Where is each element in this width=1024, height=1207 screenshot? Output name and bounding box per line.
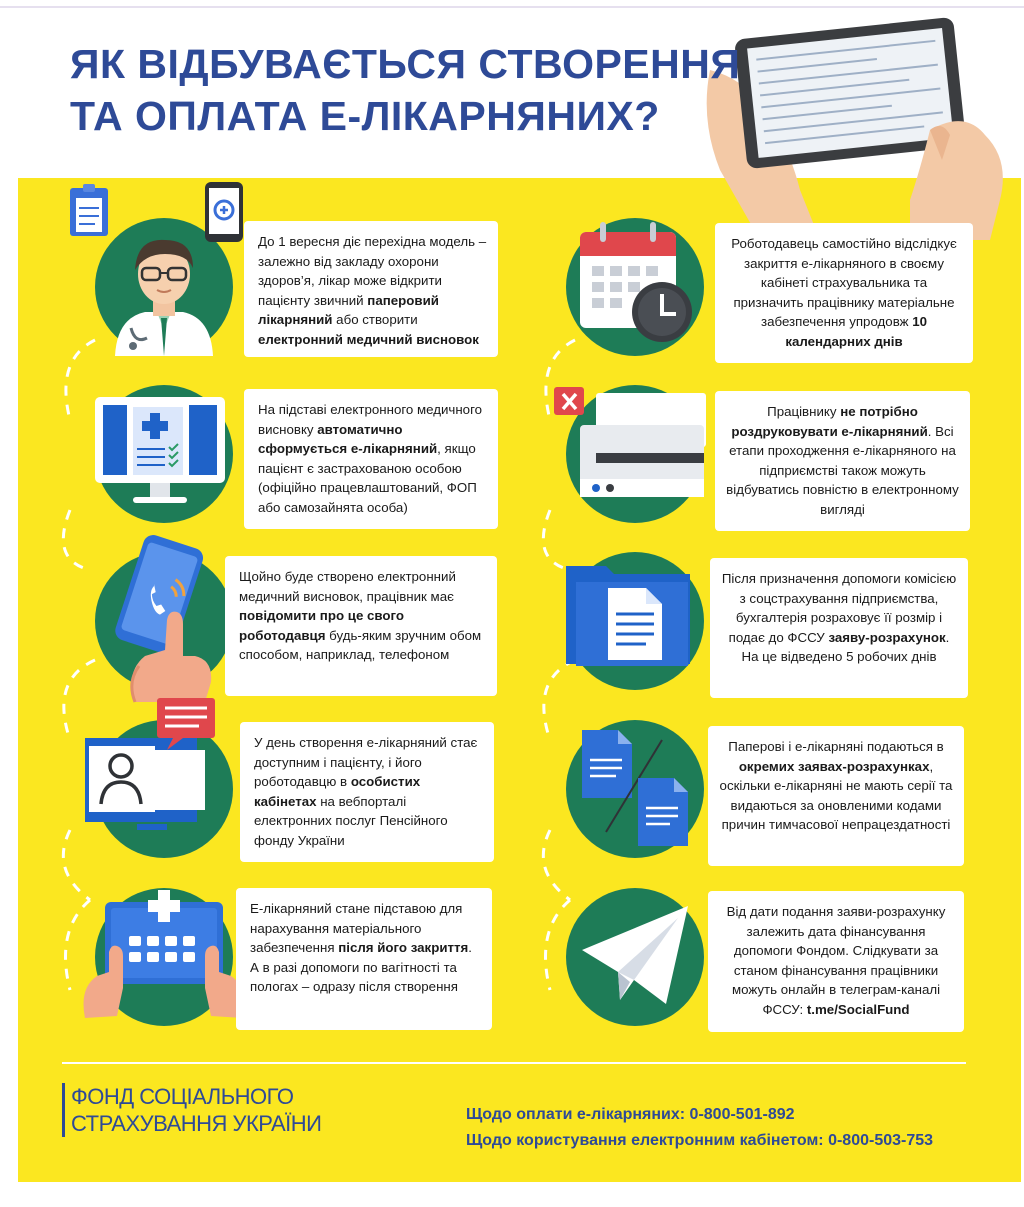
step-8-icon-circle [566,552,704,690]
body-text: будь-яким зручним обом способом, наприклад, телефоном [239,627,482,662]
fund-logo-text [62,1083,331,1137]
body-text: . На це відведено 5 робочих днів [741,629,950,664]
body-text: Працівнику [767,404,841,419]
body-text: На підставі електронного медичного висновку [258,402,483,437]
personal-cabinet-icon [75,700,253,878]
body-text: , якщо пацієнт є застрахованою особою (офіційно працевлаштований, ФОП або самозайнята особа) [258,441,477,515]
step-9-icon-circle [566,720,704,858]
step-4-text [254,733,484,850]
footer-divider [62,1062,966,1064]
computer-monitor-icon [75,365,253,543]
step-4-icon-circle [95,720,233,858]
separate-documents-icon [546,700,724,878]
doctor-icon [75,198,253,376]
emphasis-text: окремих заявах-розрахунках [738,758,930,774]
step-8-text [720,569,958,667]
step-1-text [258,232,488,349]
telegram-icon [546,868,724,1046]
step-10-card [708,891,964,1032]
body-text: До 1 вересня діє перехідна модель – залежно від закладу охорони здоров’я, лікар може відкрити пацієнту звичний [258,234,487,308]
body-text: Після призначення допомоги комісією з соцстрахування підприємства, бухгалтерія розраховує її розмір і подає до ФССУ [721,571,957,645]
tablet-payment-icon [75,868,253,1046]
emphasis-text: електронний медичний висновок [258,331,479,347]
title-line-2: ТА ОПЛАТА Е-ЛІКАРНЯНИХ? [70,93,660,139]
step-2-card [244,389,498,529]
cabinet-phone-link[interactable]: 0-800-503-753 [828,1132,934,1149]
cabinet-contact [466,1128,986,1154]
step-5-card [236,888,492,1030]
emphasis-text: автоматично сформується е-лікарняний [258,421,438,456]
step-9-card [708,726,964,866]
body-text: Паперові і е-лікарняні подаються в [728,739,944,754]
step-7-text [725,402,960,519]
payment-contact [466,1102,986,1128]
step-3-text [239,567,487,665]
payment-phone-link[interactable]: 0-800-501-892 [689,1106,795,1123]
emphasis-text: 10 календарних днів [785,314,928,349]
step-3-icon-circle [95,552,233,690]
calendar-clock-icon [546,198,724,376]
emphasis-text: особистих кабінетах [254,774,421,809]
step-9-text [718,737,954,835]
folder-document-icon [546,532,724,710]
step-6-text [725,234,963,351]
page-title [70,38,750,142]
step-10-icon-circle [566,888,704,1026]
fund-name-line-2: СТРАХУВАННЯ УКРАЇНИ [71,1111,322,1136]
fund-name-line-1: ФОНД СОЦІАЛЬНОГО [71,1084,294,1109]
body-text: Щойно буде створено електронний медичний висновок, працівник має [239,569,456,604]
emphasis-text: повідомити про це свого роботодавця [239,608,405,643]
step-1-card [244,221,498,357]
cabinet-label: Щодо користування електронним кабінетом: [466,1132,829,1149]
emphasis-text: заяву-розрахунок [828,629,946,645]
step-6-icon-circle [566,218,704,356]
step-3-card [225,556,497,696]
step-5-text [250,899,482,997]
step-5-icon-circle [95,888,233,1026]
payment-label: Щодо оплати е-лікарняних: [466,1106,690,1123]
body-text: Е-лікарняний стане підставою для нарахування матеріального забезпечення [250,901,463,955]
body-text: Від дати подання заяви-розрахунку залежить дата фінансування допомоги Фондом. Слідкувати за станом фінансування працівники можуть онлайн в телеграм-каналі ФССУ: [726,904,946,1017]
step-4-card [240,722,494,862]
emphasis-text: не потрібно роздруковувати е-лікарняний [731,404,928,439]
step-1-icon-circle [95,218,233,356]
step-2-text [258,400,488,517]
step-8-card [710,558,968,698]
body-text: , оскільки е-лікарняні не мають серії та видаються за оновленими кодами причин тимчасової непрацездатності [719,758,953,832]
step-7-card [715,391,970,531]
title-line-1: ЯК ВІДБУВАЄТЬСЯ СТВОРЕННЯ [70,41,741,87]
step-7-icon-circle [566,385,704,523]
body-text: на вебпорталі електронних послуг Пенсійного фонду України [254,793,448,848]
body-text: . Всі етапи проходження е-лікарняного на підприємстві також можуть відбуватись повністю в електронному вигляді [726,423,959,517]
body-text: У день створення е-лікарняний стає доступним і пацієнту, і його роботодавцю в [254,735,478,789]
emphasis-text: після його закриття [338,940,469,955]
no-printer-icon [546,365,724,543]
body-text: Роботодавець самостійно відслідкує закриття е-лікарняного в своєму кабінеті страхувальника та призначить працівнику матеріальне забезпечення упродовж [731,236,957,329]
body-text: . А в разі допомоги по вагітності та пологах – одразу після створення [250,940,472,994]
emphasis-text: t.me/SocialFund [806,1001,910,1017]
body-text: або створити [332,312,418,327]
step-2-icon-circle [95,385,233,523]
step-6-card [715,223,973,363]
step-10-text [718,902,954,1019]
contact-phones [466,1102,986,1154]
emphasis-text: паперовий лікарняний [258,292,439,327]
